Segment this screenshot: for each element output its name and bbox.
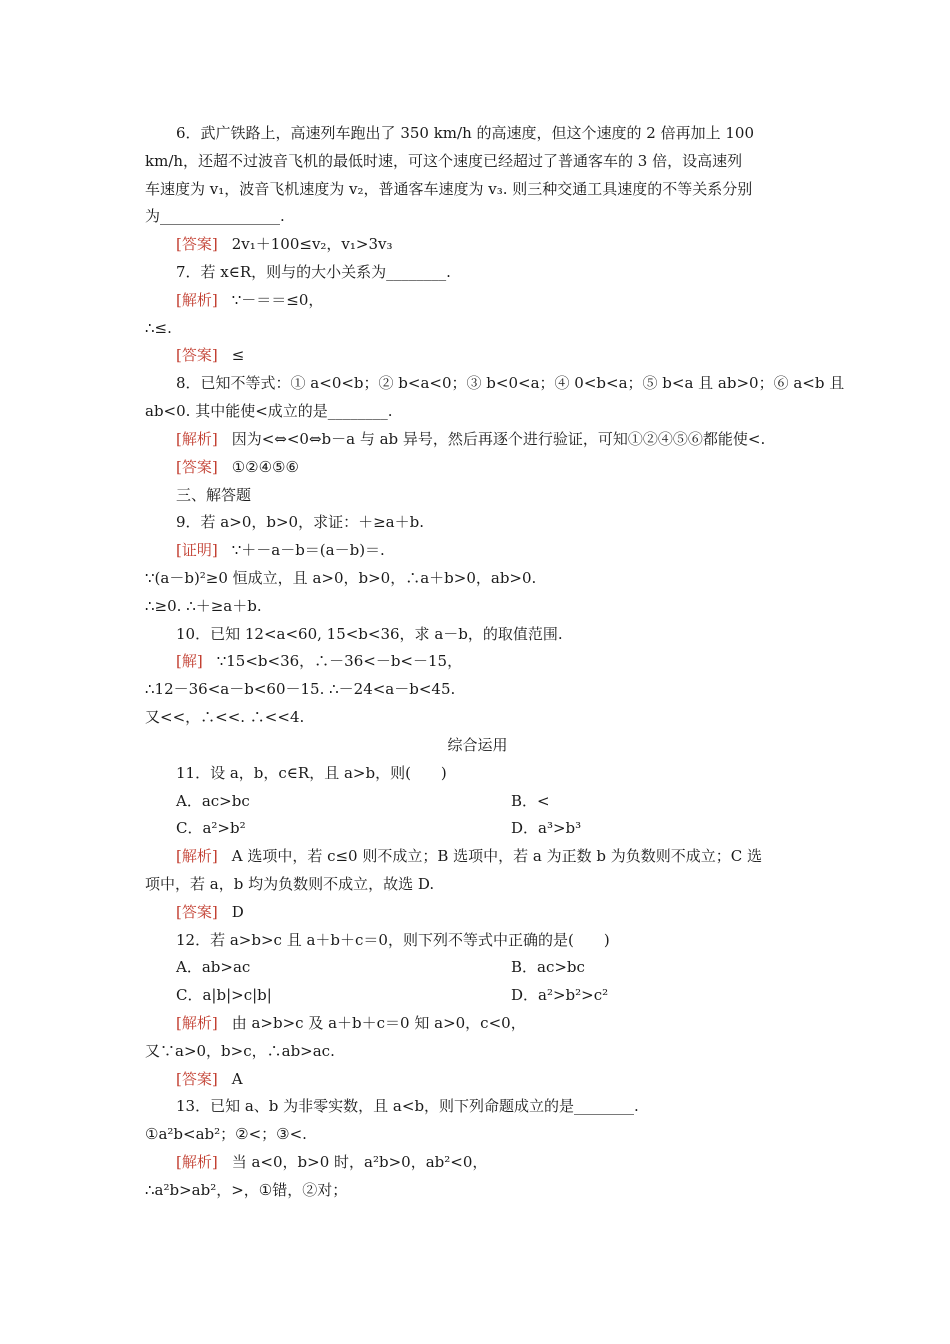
problem-12: 12．若 a>b>c 且 a＋b＋c＝0，则下列不等式中正确的是( ) [176, 931, 610, 949]
proof-9-line-2: ∵(a－b)²≥0 恒成立，且 a>0，b>0，∴a＋b>0，ab>0. [145, 569, 537, 587]
analysis-8: [解析] 因为<⇔<0⇔b－a 与 ab 异号，然后再逐个进行验证，可知①②④⑤⑥都能使<. [176, 430, 766, 448]
subsection-heading: 综合运用 [447, 736, 508, 754]
problem-8-line-2: ab<0. 其中能使<成立的是________. [145, 402, 393, 420]
proof-9: [证明] ∵＋－a－b＝(a－b)＝. [176, 541, 385, 559]
analysis-7-conclusion: ∴≤. [145, 319, 172, 337]
problem-12-option-c: C．a|b|>c|b| [176, 986, 272, 1004]
analysis-7: [解析] ∵－＝＝≤0， [176, 291, 324, 309]
problem-11: 11．设 a，b，c∈R，且 a>b，则( ) [176, 764, 447, 782]
proof-9-line-3: ∴≥0. ∴＋≥a＋b. [145, 597, 262, 615]
analysis-11: [解析] A 选项中，若 c≤0 则不成立；B 选项中，若 a 为正数 b 为负数则不成立；C 选 [176, 847, 763, 865]
solution-10: [解] ∵15<b<36，∴－36<－b<－15， [176, 652, 463, 670]
problem-13: 13．已知 a、b 为非零实数，且 a<b，则下列命题成立的是________. [176, 1097, 639, 1115]
analysis-12-line-2: 又∵a>0，b>c，∴ab>ac. [145, 1042, 335, 1060]
section-heading: 三、解答题 [176, 486, 252, 504]
analysis-13: [解析] 当 a<0，b>0 时，a²b>0，ab²<0， [176, 1153, 488, 1171]
problem-6-line-3: 车速度为 v₁，波音飞机速度为 v₂，普通客车速度为 v₃. 则三种交通工具速度的不等关系分别 [145, 180, 753, 198]
analysis-12: [解析] 由 a>b>c 及 a＋b＋c＝0 知 a>0，c<0， [176, 1014, 526, 1032]
problem-11-option-b: B．< [511, 792, 550, 810]
solution-10-line-3: 又<<，∴<<. ∴<<4. [145, 708, 305, 726]
answer-12: [答案] A [176, 1070, 243, 1088]
problem-11-option-d: D．a³>b³ [511, 819, 582, 837]
problem-6-line-4: 为________________. [145, 207, 285, 225]
problem-10: 10．已知 12<a<60, 15<b<36，求 a－b，的取值范围. [176, 625, 563, 643]
problem-12-option-a: A．ab>ac [176, 958, 251, 976]
problem-11-option-c: C．a²>b² [176, 819, 246, 837]
problem-8-line-1: 8．已知不等式：① a<0<b；② b<a<0；③ b<0<a；④ 0<b<a；⑤ b<a 且 ab>0；⑥ a<b 且 [176, 374, 845, 392]
solution-10-line-2: ∴12－36<a－b<60－15. ∴－24<a－b<45. [145, 680, 456, 698]
problem-9: 9．若 a>0，b>0，求证：＋≥a＋b. [176, 513, 424, 531]
problem-11-option-a: A．ac>bc [176, 792, 250, 810]
problem-12-option-b: B．ac>bc [511, 958, 585, 976]
problem-6-line-2: km/h，还超不过波音飞机的最低时速，可这个速度已经超过了普通客车的 3 倍，设高速列 [145, 152, 743, 170]
analysis-11-line-2: 项中，若 a，b 均为负数则不成立，故选 D. [145, 875, 435, 893]
problem-13-statements: ①a²b<ab²；②<；③<. [145, 1125, 307, 1143]
problem-6-line-1: 6．武广铁路上，高速列车跑出了 350 km/h 的高速度，但这个速度的 2 倍再加上 100 [176, 124, 754, 142]
answer-6: [答案] 2v₁＋100≤v₂，v₁>3v₃ [176, 235, 393, 253]
answer-8: [答案] ①②④⑤⑥ [176, 458, 299, 476]
problem-12-option-d: D．a²>b²>c² [511, 986, 609, 1004]
problem-7: 7．若 x∈R，则与的大小关系为________. [176, 263, 451, 281]
answer-7: [答案] ≤ [176, 346, 245, 364]
analysis-13-line-2: ∴a²b>ab²，>，①错，②对； [145, 1181, 348, 1199]
answer-11: [答案] D [176, 903, 244, 921]
